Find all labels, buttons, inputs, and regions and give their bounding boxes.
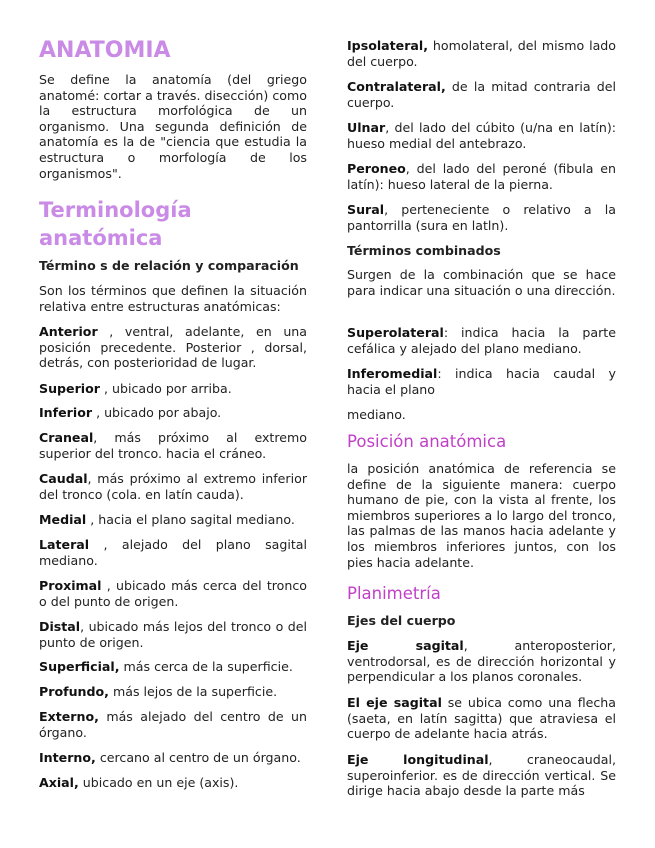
term-definition: , ventral, adelante, en una posición precedente. Posterior , dorsal, detrás, con posterioridad de lugar. — [39, 324, 307, 371]
term-name: Sural — [347, 202, 385, 217]
term-definition: , ubicado por abajo. — [92, 405, 222, 420]
term-name: Inferomedial — [347, 366, 438, 381]
term-entry — [347, 325, 616, 356]
term-definition: homolateral, del mismo lado del cuerpo. — [347, 38, 616, 69]
axis-entry — [347, 638, 616, 685]
term-name: Medial — [39, 512, 87, 527]
term-name: Superficial, — [39, 659, 120, 674]
term-name: Ipsolateral, — [347, 38, 429, 53]
axis-definition: se ubica como una flecha (saeta, en latín sagitta) que atraviesa el cuerpo de adelante hacia atrás. — [347, 695, 617, 742]
term-entry — [39, 381, 307, 397]
axes-subheading: Ejes del cuerpo — [347, 613, 456, 628]
combined-heading: Términos combinados — [347, 243, 501, 258]
term-entry — [347, 366, 616, 397]
term-entry — [39, 405, 307, 421]
term-name: Proximal — [39, 578, 102, 593]
term-entry — [39, 578, 307, 609]
term-definition: : indica hacia la parte cefálica y alejado del plano mediano. — [347, 325, 616, 356]
term-definition: ubicado en un eje (axis). — [78, 775, 239, 790]
position-heading: Posición anatómica — [347, 432, 507, 451]
term-name: Caudal — [39, 471, 88, 486]
term-definition: más alejado del centro de un órgano. — [39, 709, 307, 740]
term-name: Craneal — [39, 430, 94, 445]
term-entry — [39, 750, 307, 766]
term-entry — [39, 659, 307, 675]
term-name: Profundo, — [39, 684, 109, 699]
term-entry — [39, 619, 307, 650]
intro-paragraph: Se define la anatomía (del griego anatomé: cortar a través. disección) como la estructura morfológica de un organismo. Una segunda definición de anatomía es la de "ciencia que estudia la estructura o morfología de los organismos". — [39, 72, 307, 181]
term-entry — [39, 775, 307, 791]
term-name: Interno, — [39, 750, 96, 765]
term-name: Superolateral — [347, 325, 444, 340]
term-name: Contralateral, — [347, 79, 446, 94]
term-name: Distal — [39, 619, 81, 634]
term-entry — [39, 512, 307, 528]
position-text: la posición anatómica de referencia se define de la siguiente manera: cuerpo humano de pie, con la vista al frente, los miembros superiores a lo largo del tronco, las palmas de las manos hacia adelante y los miembros inferiores juntos, con los pies hacia adelante. — [347, 461, 616, 570]
term-definition: , ubicado más cerca del tronco o del punto de origen. — [39, 578, 307, 609]
term-entry — [39, 709, 307, 740]
term-name: Peroneo — [347, 161, 406, 176]
term-definition: , perteneciente o relativo a la pantorrilla (sura en latln). — [347, 202, 616, 233]
term-definition: , más próximo al extremo inferior del tronco (cola. en latín cauda). — [39, 471, 307, 502]
term-entry — [39, 537, 307, 568]
term-name: Inferior — [39, 405, 93, 420]
term-entry — [39, 324, 307, 371]
term-definition: , del lado del peroné (fibula en latín): hueso lateral de la pierna. — [347, 161, 616, 192]
term-name: Lateral — [39, 537, 90, 552]
term-entry — [347, 38, 616, 69]
term-definition: cercano al centro de un órgano. — [95, 750, 301, 765]
axis-definition: , craneocaudal, superoinferior. es de dirección vertical. Se dirige hacia abajo desde la parte más — [347, 752, 616, 799]
term-definition: , del lado del cúbito (u/na en latín): hueso medial del antebrazo. — [347, 120, 616, 151]
axis-name: Eje sagital — [347, 638, 464, 653]
term-entry — [347, 161, 616, 192]
term-definition: más lejos de la superficie. — [108, 684, 278, 699]
terminology-heading: Terminología anatómica — [39, 198, 192, 250]
term-name: Anterior — [39, 324, 98, 339]
relation-description: Son los términos que definen la situación relativa entre estructuras anatómicas: — [39, 283, 307, 314]
term-name: Externo, — [39, 709, 99, 724]
axis-entry — [347, 695, 616, 742]
term-name: Ulnar — [347, 120, 386, 135]
page-title: ANATOMIA — [39, 38, 171, 63]
planimetry-heading: Planimetría — [347, 584, 441, 603]
relation-subheading: Término s de relación y comparación — [39, 258, 299, 273]
axis-entry — [347, 752, 616, 799]
term-entry — [347, 120, 616, 151]
term-definition: , alejado del plano sagital mediano. — [39, 537, 307, 568]
term-entry — [39, 430, 307, 461]
term-entry — [347, 79, 616, 110]
axis-name: Eje longitudinal — [347, 752, 489, 767]
term-definition: : indica hacia caudal y hacia el plano — [347, 366, 616, 397]
axis-name: El eje sagital — [347, 695, 442, 710]
term-definition: , ubicado más lejos del tronco o del punto de origen. — [39, 619, 307, 650]
term-definition: más cerca de la superficie. — [119, 659, 293, 674]
term-name: Axial, — [39, 775, 79, 790]
term-definition: , ubicado por arriba. — [99, 381, 232, 396]
term-definition: de la mitad contraria del cuerpo. — [347, 79, 616, 110]
term-definition: , hacia el plano sagital mediano. — [86, 512, 295, 527]
term-entry — [39, 684, 307, 700]
term-name: Superior — [39, 381, 100, 396]
combined-continuation: mediano. — [347, 407, 406, 422]
term-definition: , más próximo al extremo superior del tronco. hacia el cráneo. — [39, 430, 307, 461]
term-entry — [347, 202, 616, 233]
axis-definition: , anteroposterior, ventrodorsal, es de dirección horizontal y perpendicular a los planos coronales. — [347, 638, 616, 685]
term-entry — [39, 471, 307, 502]
combined-description: Surgen de la combinación que se hace para indicar una situación o una dirección. — [347, 267, 616, 298]
